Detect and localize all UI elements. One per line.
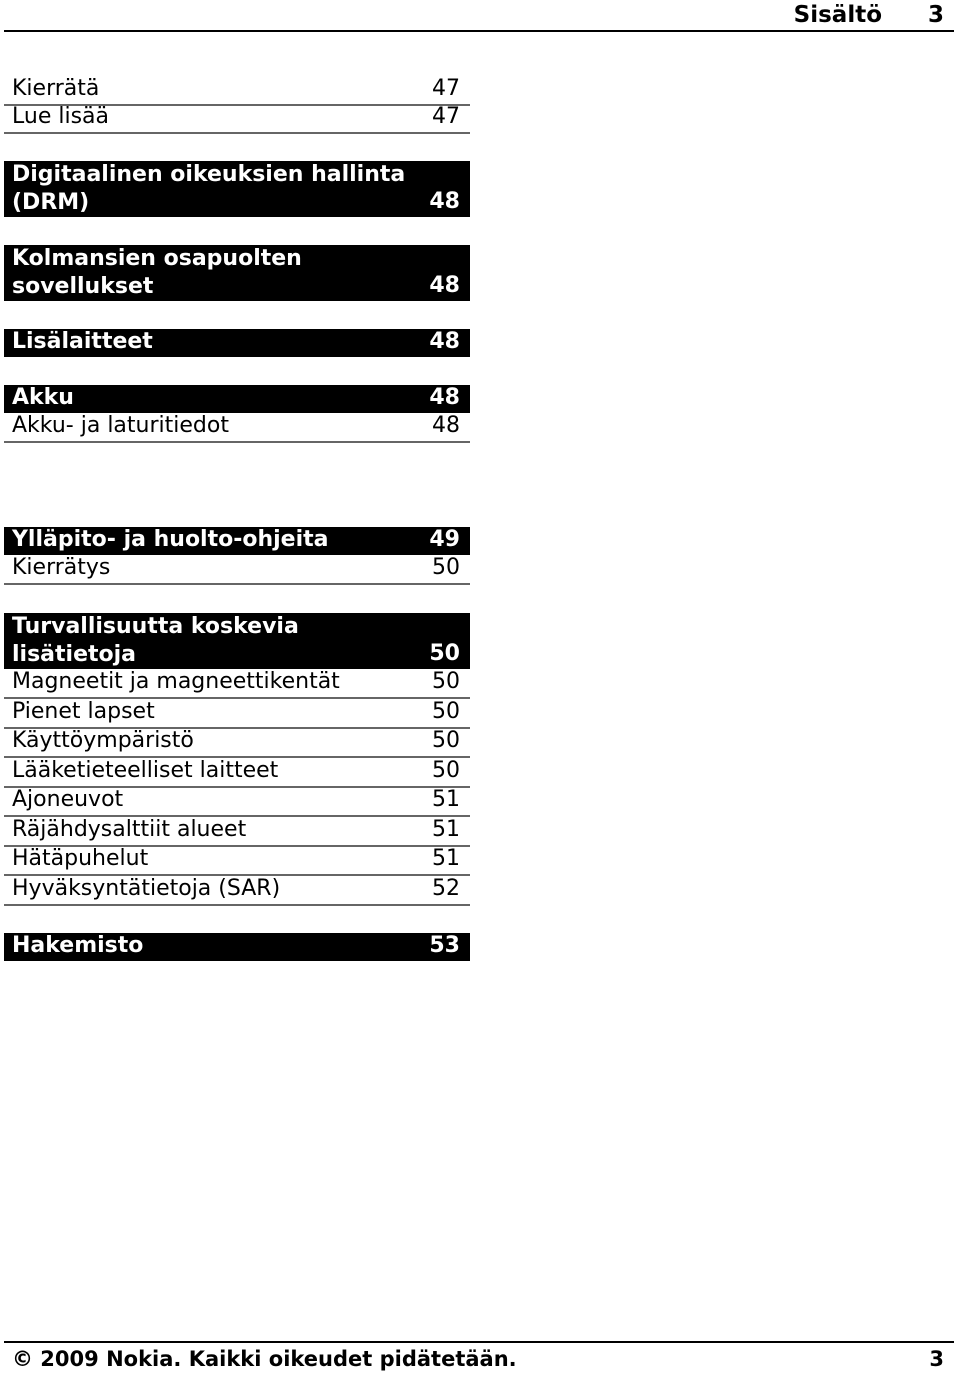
page-header	[4, 0, 954, 32]
toc-entry-text: Akku- ja laturitiedot	[12, 413, 229, 438]
toc-entry-kierratys[interactable]	[4, 555, 470, 585]
toc-entry-lue-lisaa[interactable]	[4, 104, 470, 134]
toc-entry-text: Lue lisää	[12, 104, 109, 129]
toc-heading-page: 48	[429, 273, 460, 298]
toc-heading-turvallisuus[interactable]	[4, 613, 470, 669]
toc-entry-page: 50	[432, 699, 460, 724]
toc-entry-kierrata[interactable]	[4, 76, 470, 106]
toc-entry-sar[interactable]	[4, 876, 470, 906]
page-footer	[4, 1341, 954, 1373]
header-page-number: 3	[927, 2, 944, 28]
toc-heading-page: 48	[429, 329, 460, 354]
toc-heading-text: Kolmansien osapuolten sovellukset	[12, 246, 302, 299]
toc-entry-page: 51	[432, 787, 460, 812]
toc-entry-magneetit[interactable]	[4, 669, 470, 699]
toc-entry-page: 50	[432, 728, 460, 753]
toc-entry-page: 50	[432, 758, 460, 783]
toc-entry-page: 50	[432, 555, 460, 580]
toc-entry-page: 50	[432, 669, 460, 694]
toc-heading-page: 48	[429, 189, 460, 214]
toc-entry-text: Hyväksyntätietoja (SAR)	[12, 876, 281, 901]
toc-heading-lisalaitteet[interactable]	[4, 329, 470, 357]
toc-entry-text: Magneetit ja magneettikentät	[12, 669, 340, 694]
toc-entry-text: Pienet lapset	[12, 699, 155, 724]
toc-heading-page: 50	[429, 641, 460, 666]
toc-entry-akku-laturitiedot[interactable]	[4, 413, 470, 443]
toc-entry-hatapuhelut[interactable]	[4, 846, 470, 876]
toc-heading-text: Hakemisto	[12, 933, 144, 958]
toc-heading-page: 48	[429, 385, 460, 410]
toc-entry-page: 51	[432, 817, 460, 842]
toc-heading-hakemisto[interactable]	[4, 933, 470, 961]
toc-entry-text: Lääketieteelliset laitteet	[12, 758, 279, 783]
toc-entry-text: Kierrätys	[12, 555, 111, 580]
toc-heading-kolmansien[interactable]	[4, 245, 470, 301]
toc-entry-page: 52	[432, 876, 460, 901]
toc-entry-laaketieteelliset[interactable]	[4, 758, 470, 788]
toc-entry-text: Ajoneuvot	[12, 787, 124, 812]
toc-heading-text: Turvallisuutta koskevia lisätietoja	[12, 614, 299, 667]
toc-heading-yllapito[interactable]	[4, 527, 470, 555]
toc-heading-text: Digitaalinen oikeuksien hallinta (DRM)	[12, 162, 406, 215]
toc-heading-text: Lisälaitteet	[12, 329, 153, 354]
toc-entry-pienet-lapset[interactable]	[4, 699, 470, 729]
copyright-text: © 2009 Nokia. Kaikki oikeudet pidätetään.	[12, 1347, 517, 1371]
toc-heading-page: 53	[429, 933, 460, 958]
toc-entry-text: Räjähdysalttiit alueet	[12, 817, 247, 842]
toc-entry-page: 48	[432, 413, 460, 438]
toc-heading-text: Akku	[12, 385, 74, 410]
toc-heading-text: Ylläpito- ja huolto-ohjeita	[12, 527, 329, 552]
toc-heading-akku[interactable]	[4, 385, 470, 413]
toc-entry-ajoneuvot[interactable]	[4, 787, 470, 817]
toc-heading-drm[interactable]	[4, 161, 470, 217]
toc-entry-text: Hätäpuhelut	[12, 846, 149, 871]
toc-entry-page: 47	[432, 76, 460, 101]
section-title: Sisältö	[793, 2, 882, 28]
toc-entry-page: 47	[432, 104, 460, 129]
toc-heading-page: 49	[429, 527, 460, 552]
toc-entry-text: Kierrätä	[12, 76, 100, 101]
toc-entry-text: Käyttöympäristö	[12, 728, 194, 753]
footer-page-number: 3	[929, 1347, 944, 1371]
toc-entry-rajahdysalttiit[interactable]	[4, 817, 470, 847]
toc-entry-kayttoymparisto[interactable]	[4, 728, 470, 758]
toc-entry-page: 51	[432, 846, 460, 871]
